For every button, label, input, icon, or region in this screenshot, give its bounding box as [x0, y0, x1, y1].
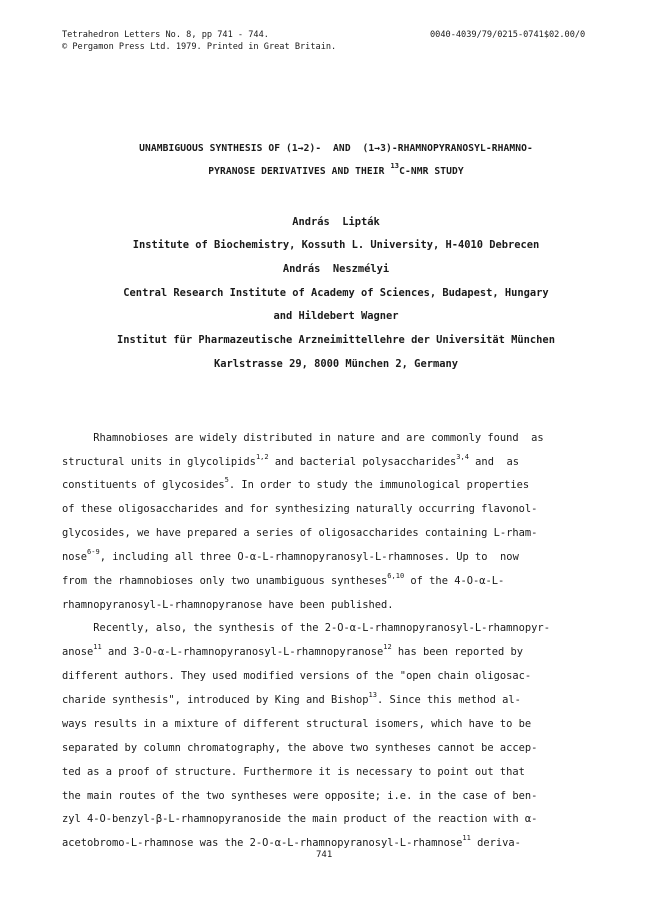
- copyright-line: © Pergamon Press Ltd. 1979. Printed in Great Britain.: [62, 42, 337, 52]
- body-line: anose$^{11}$ and 3-O-α-L-rhamnopyranosyl-L-rhamnopyranose$^{12}$ has been reported by: [62, 643, 524, 658]
- author-affiliation: Institute of Biochemistry, Kossuth L. University, H-4010 Debrecen: [132, 239, 540, 251]
- body-line: Recently, also, the synthesis of the 2-O-α-L-rhamnopyranosyl-L-rhamnopyr-: [62, 622, 550, 634]
- body-line: ways results in a mixture of different structural isomers, which have to be: [62, 718, 532, 730]
- body-line: separated by column chromatography, the above two syntheses cannot be accep-: [62, 742, 538, 754]
- body-line: different authors. They used modified versions of the "open chain oligosac-: [62, 670, 532, 682]
- author-affiliation: Institut für Pharmazeutische Arzneimittellehre der Universität München: [117, 334, 555, 346]
- journal-citation: Tetrahedron Letters No. 8, pp 741 - 744.: [62, 30, 269, 40]
- author-name: András Lipták: [292, 216, 380, 228]
- body-line: glycosides, we have prepared a series of oligosaccharides containing L-rham-: [62, 527, 538, 539]
- title-line-1: UNAMBIGUOUS SYNTHESIS OF (1→2)- AND (1→3)-RHAMNOPYRANOSYL-RHAMNO-: [139, 143, 533, 154]
- body-line: rhamnopyranosyl-L-rhamnopyranose have been published.: [62, 599, 394, 611]
- body-line: ted as a proof of structure. Furthermore it is necessary to point out that: [62, 766, 525, 778]
- body-line: nose$^{6-9}$, including all three O-α-L-rhamnopyranosyl-L-rhamnoses. Up to now: [62, 548, 519, 563]
- body-line: zyl 4-O-benzyl-β-L-rhamnopyranoside the main product of the reaction with α-: [62, 813, 538, 825]
- body-line: of these oligosaccharides and for synthesizing naturally occurring flavonol-: [62, 503, 538, 515]
- author-name: and Hildebert Wagner: [273, 310, 399, 322]
- author-name: András Neszmélyi: [282, 263, 390, 275]
- author-affiliation: Central Research Institute of Academy of Sciences, Budapest, Hungary: [123, 287, 549, 299]
- body-line: acetobromo-L-rhamnose was the 2-O-α-L-rhamnopyranosyl-L-rhamnose$^{11}$ deriva-: [62, 834, 521, 849]
- body-line: constituents of glycosides$^5$. In order to study the immunological properties: [62, 476, 530, 491]
- article-code: 0040-4039/79/0215-0741$02.00/0: [430, 30, 586, 40]
- title-line-2: PYRANOSE DERIVATIVES AND THEIR $^{13}$C-NMR STUDY: [208, 162, 464, 177]
- body-line: Rhamnobioses are widely distributed in nature and are commonly found as: [62, 432, 544, 444]
- body-line: from the rhamnobioses only two unambiguous syntheses$^{6,10}$ of the 4-O-α-L-: [62, 572, 505, 587]
- body-line: charide synthesis", introduced by King and Bishop$^{13}$. Since this method al-: [62, 691, 521, 706]
- body-line: structural units in glycolipids$^{1,2}$ and bacterial polysaccharides$^{3,4}$ and as: [62, 453, 519, 468]
- author-address: Karlstrasse 29, 8000 München 2, Germany: [214, 358, 458, 370]
- body-line: the main routes of the two syntheses were opposite; i.e. in the case of ben-: [62, 790, 538, 802]
- page-number: 741: [316, 850, 333, 860]
